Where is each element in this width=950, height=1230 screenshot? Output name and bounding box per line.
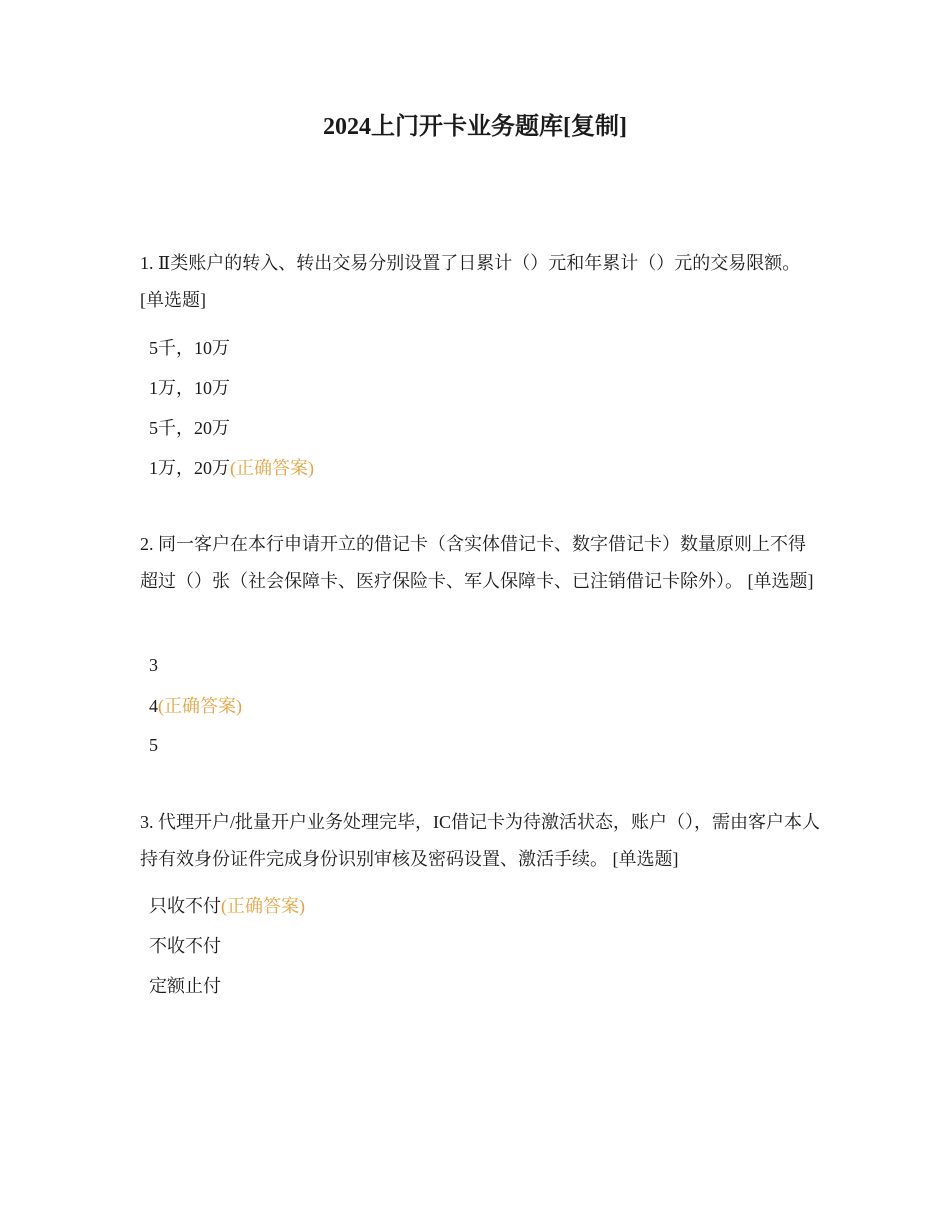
option-label: 定额止付 [149,976,221,996]
question-type-label: [单选题] [612,849,679,869]
option-item [149,934,221,958]
question-stem [140,245,820,319]
option-item [149,733,158,757]
option-item [149,336,230,360]
question-3 [140,804,820,996]
question-2 [140,526,820,755]
question-stem [140,526,820,600]
option-label: 4 [149,696,158,716]
option-label: 5千，20万 [149,418,230,438]
question-number: 2. [140,534,154,554]
option-label: 1万，10万 [149,378,230,398]
document-title: 2024上门开卡业务题库[复制] [323,114,627,140]
option-item [149,456,314,480]
option-item [149,416,230,440]
question-stem [140,804,820,878]
question-number: 1. [140,253,154,273]
option-label: 5千，10万 [149,338,230,358]
option-label: 不收不付 [149,936,221,956]
option-label: 5 [149,735,158,755]
option-label: 1万，20万 [149,458,230,478]
correct-answer-mark: (正确答案) [230,458,314,478]
option-item [149,894,305,918]
option-label: 3 [149,655,158,675]
option-item [149,694,242,718]
question-number: 3. [140,812,154,832]
question-text: 代理开户/批量开户业务处理完毕，IC借记卡为待激活状态，账户（），需由客户本人持有效身份证件完成身份识别审核及密码设置、激活手续。 [140,812,820,869]
question-type-label: [单选题] [747,571,814,591]
option-label: 只收不付 [149,896,221,916]
question-1 [140,245,820,478]
option-item [149,653,158,677]
question-text: Ⅱ类账户的转入、转出交易分别设置了日累计（）元和年累计（）元的交易限额。 [158,253,801,273]
correct-answer-mark: (正确答案) [158,696,242,716]
option-item [149,376,230,400]
question-text: 同一客户在本行申请开立的借记卡（含实体借记卡、数字借记卡）数量原则上不得超过（）张（社会保障卡、医疗保险卡、军人保障卡、已注销借记卡除外）。 [140,534,806,591]
option-item [149,974,221,998]
question-type-label: [单选题] [140,290,206,310]
correct-answer-mark: (正确答案) [221,896,305,916]
